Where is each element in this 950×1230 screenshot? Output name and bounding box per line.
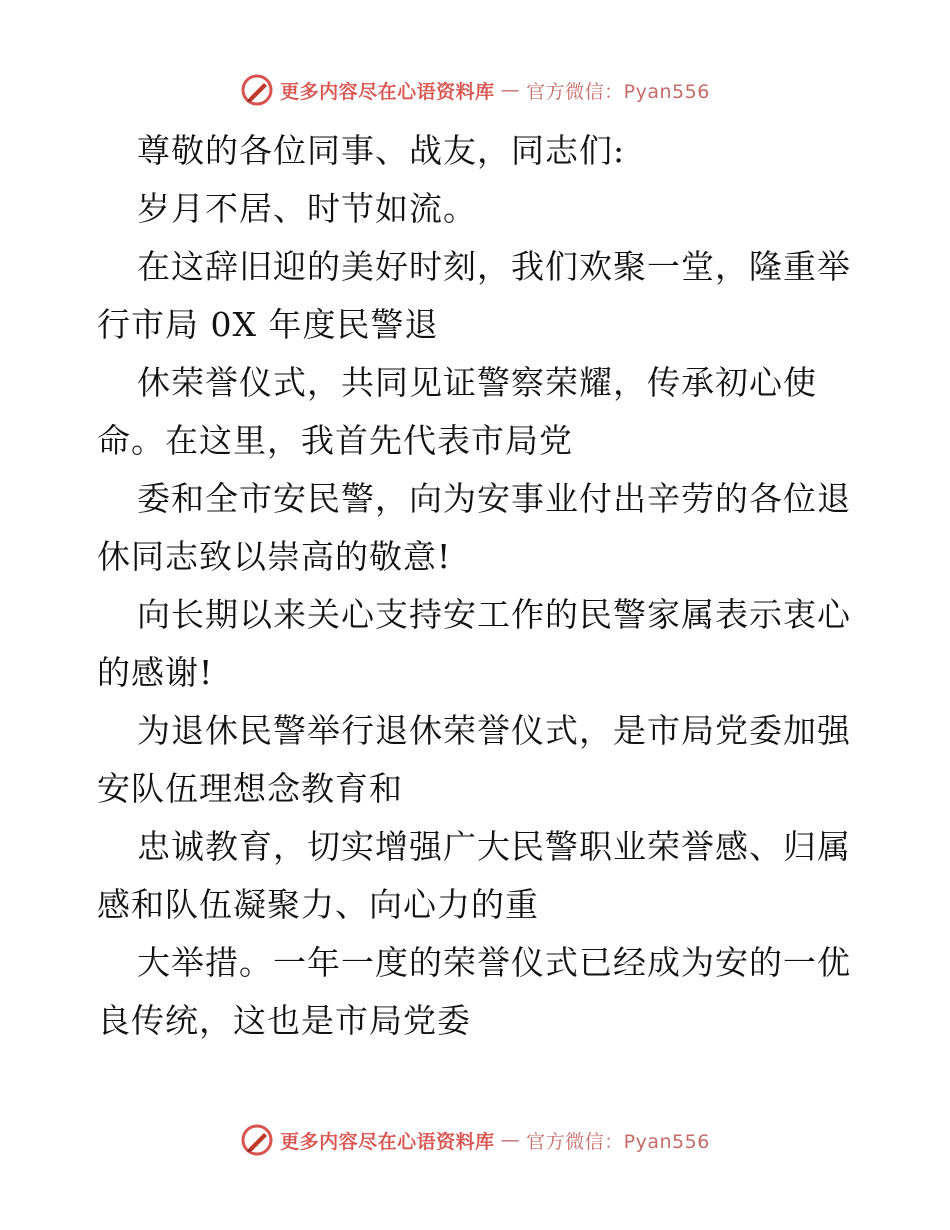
- text-line: 休荣誉仪式，共同见证警察荣耀，传承初心使: [137, 363, 817, 402]
- watermark-brand: 更多内容尽在心语资料库: [280, 80, 495, 103]
- watermark-contact: 官方微信：Pyan556: [526, 80, 710, 103]
- text-line: 忠诚教育，切实增强广大民警职业荣誉感、归属: [137, 827, 851, 866]
- text-line: 向长期以来关心支持安工作的民警家属表示衷心: [137, 595, 851, 634]
- text-line: 岁月不居、时节如流。: [137, 189, 477, 228]
- pen-logo-icon: [240, 1123, 274, 1157]
- text-line: 的感谢!: [97, 653, 214, 692]
- text-line: 休同志致以崇高的敬意!: [97, 537, 452, 576]
- text-line: 命。在这里，我首先代表市局党: [97, 421, 573, 460]
- footer-watermark: [0, 1120, 950, 1160]
- watermark-brand: 更多内容尽在心语资料库: [280, 1130, 495, 1153]
- watermark-contact: 官方微信：Pyan556: [526, 1130, 710, 1153]
- text-line: 良传统，这也是市局党委: [97, 1001, 471, 1040]
- text-line: 行市局 0X 年度民警退: [97, 305, 439, 344]
- text-line: 尊敬的各位同事、战友，同志们:: [137, 131, 626, 170]
- pen-logo-icon: [240, 73, 274, 107]
- text-line: 在这辞旧迎的美好时刻，我们欢聚一堂，隆重举: [137, 247, 851, 286]
- watermark-separator: —: [500, 79, 521, 101]
- text-line: 感和队伍凝聚力、向心力的重: [97, 885, 539, 924]
- text-line: 为退休民警举行退休荣誉仪式，是市局党委加强: [137, 711, 851, 750]
- watermark-separator: —: [500, 1129, 521, 1151]
- document-body: [97, 122, 857, 1050]
- text-line: 安队伍理想念教育和: [97, 769, 403, 808]
- text-line: 委和全市安民警，向为安事业付出辛劳的各位退: [137, 479, 851, 518]
- header-watermark: [0, 70, 950, 110]
- text-line: 大举措。一年一度的荣誉仪式已经成为安的一优: [137, 943, 851, 982]
